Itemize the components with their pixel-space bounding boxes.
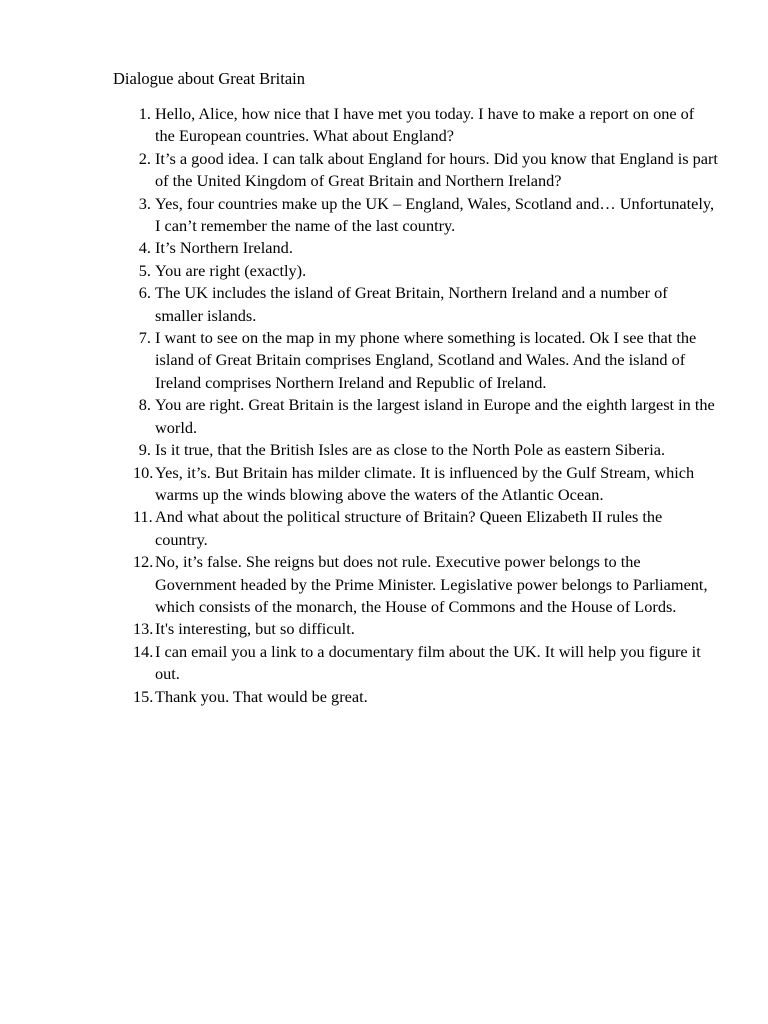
dialogue-list <box>113 103 718 708</box>
item-number: 2. <box>138 148 151 168</box>
item-text: The UK includes the island of Great Britain, Northern Ireland and a number of smaller islands. <box>155 283 668 325</box>
item-text: It’s Northern Ireland. <box>155 238 293 258</box>
item-number: 1. <box>138 104 151 123</box>
list-item <box>113 237 718 259</box>
item-text: You are right (exactly). <box>155 260 307 280</box>
list-item <box>113 260 718 282</box>
item-text: Yes, four countries make up the UK – England, Wales, Scotland and… Unfortunately, I can’t remember the name of the last country. <box>155 193 715 236</box>
item-number: 7. <box>138 328 151 348</box>
item-number: 5. <box>138 260 151 280</box>
item-text: It’s a good idea. I can talk about England for hours. Did you know that England is part of the United Kingdom of Great Britain and Northern Ireland? <box>155 148 718 191</box>
item-text: You are right. Great Britain is the largest island in Europe and the eighth largest in the world. <box>155 395 715 437</box>
item-number: 9. <box>138 440 151 460</box>
item-text: I want to see on the map in my phone where something is located. Ok I see that the island of Great Britain comprises England, Scotland and Wales. And the island of Ireland comprises Northern Ireland and Republic of Ireland. <box>155 328 697 392</box>
item-number: 11. <box>133 507 153 527</box>
document-title: Dialogue about Great Britain <box>113 69 305 88</box>
item-text: It's interesting, but so difficult. <box>155 619 355 639</box>
list-item <box>113 641 718 686</box>
list-item <box>113 148 718 193</box>
list-item <box>113 618 718 640</box>
item-number: 6. <box>138 283 151 303</box>
item-number: 14. <box>133 641 154 661</box>
item-text: Is it true, that the British Isles are as close to the North Pole as eastern Siberia. <box>155 440 666 460</box>
item-text: I can email you a link to a documentary film about the UK. It will help you figure it out. <box>155 641 701 684</box>
list-item <box>113 282 718 327</box>
item-number: 13. <box>133 619 154 639</box>
list-item <box>113 394 718 439</box>
list-item <box>113 551 718 618</box>
item-text: Hello, Alice, how nice that I have met you today. I have to make a report on one of the European countries. What about England? <box>155 104 695 146</box>
item-number: 3. <box>138 193 151 213</box>
list-item <box>113 327 718 394</box>
list-item <box>113 439 718 461</box>
item-number: 12. <box>133 552 154 572</box>
list-item <box>113 462 718 507</box>
item-number: 8. <box>138 395 151 415</box>
item-text: And what about the political structure of Britain? Queen Elizabeth II rules the country. <box>155 507 663 549</box>
list-item <box>113 686 718 708</box>
item-number: 4. <box>138 238 151 258</box>
item-text: No, it’s false. She reigns but does not rule. Executive power belongs to the Government headed by the Prime Minister. Legislative power belongs to Parliament, which consists of the monarch, the House of Commons and the House of Lords. <box>155 552 708 616</box>
list-item <box>113 193 718 238</box>
item-text: Thank you. That would be great. <box>155 686 368 706</box>
item-number: 15. <box>133 686 154 706</box>
item-number: 10. <box>133 462 154 482</box>
list-item <box>113 506 718 551</box>
list-item <box>113 103 718 148</box>
item-text: Yes, it’s. But Britain has milder climate. It is influenced by the Gulf Stream, which warms up the winds blowing above the waters of the Atlantic Ocean. <box>155 462 695 504</box>
